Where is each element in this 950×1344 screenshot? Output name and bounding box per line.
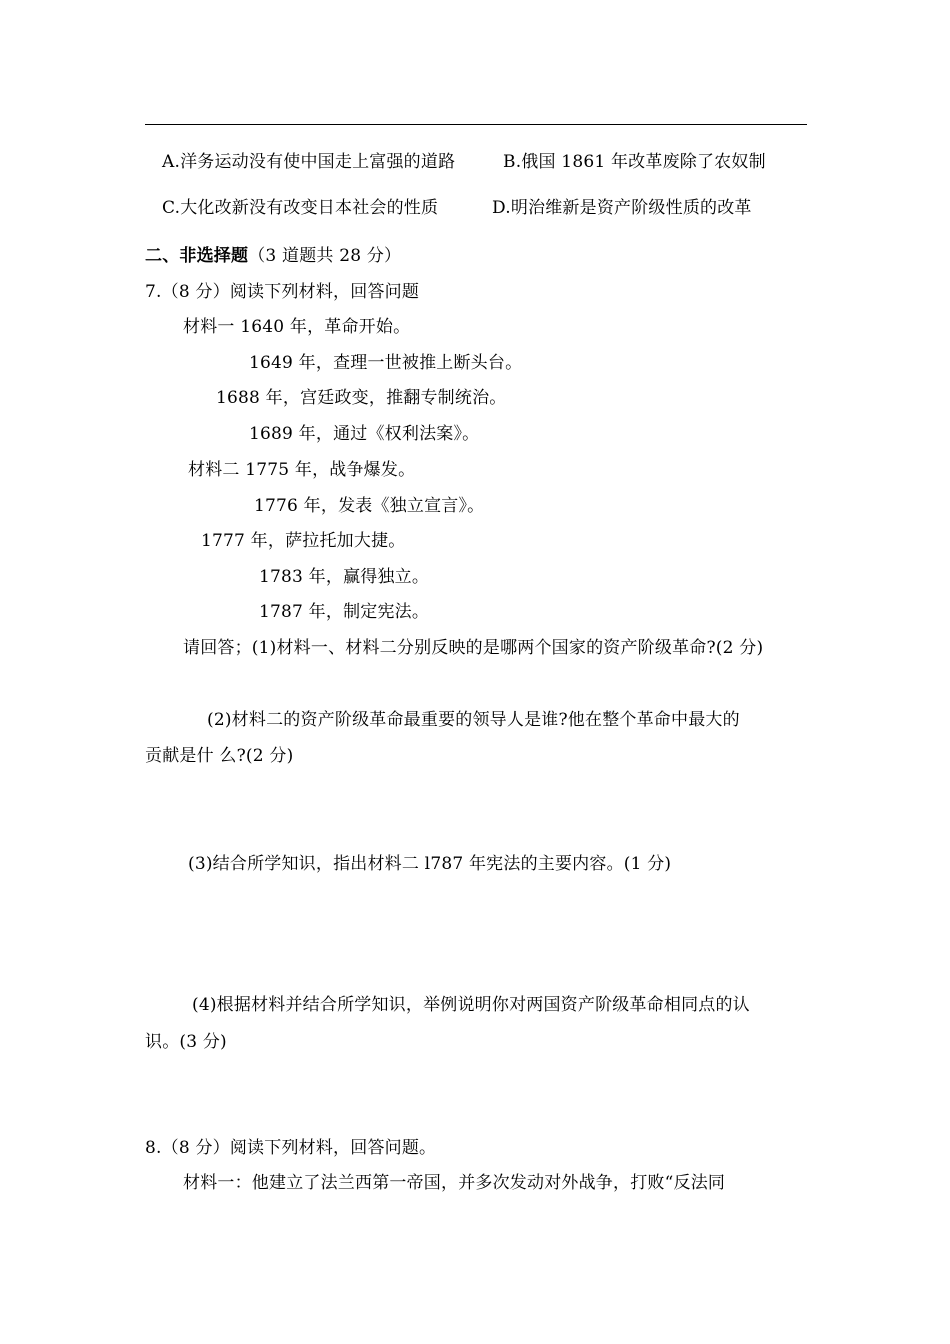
q7-material2-line1: 材料二 1775 年，战争爆发。 [188,460,416,480]
q7-material1-line1: 材料一 1640 年，革命开始。 [183,317,411,337]
q7-material1-line2: 1649 年，查理一世被推上断头台。 [249,353,523,373]
section-note: （3 道题共 28 分） [248,246,402,266]
option-d: D.明治维新是资产阶级性质的改革 [492,198,752,218]
q7-part1: 请回答；(1)材料一、材料二分别反映的是哪两个国家的资产阶级革命?(2 分) [183,638,764,658]
q7-material2-line4: 1783 年，赢得独立。 [259,567,430,587]
q7-material1-line3: 1688 年，宫廷政变，推翻专制统治。 [216,388,507,408]
q8-stem: 8.（8 分）阅读下列材料，回答问题。 [145,1138,437,1158]
option-a: A.洋务运动没有使中国走上富强的道路 [162,152,456,172]
section-heading [145,244,401,268]
q7-part2-line2: 贡献是什 么?(2 分) [145,746,294,766]
q8-material1-line1: 材料一：他建立了法兰西第一帝国，并多次发动对外战争，打败“反法同 [183,1173,726,1193]
q7-material1-line4: 1689 年，通过《权利法案》。 [249,424,480,444]
q7-material2-line2: 1776 年，发表《独立宣言》。 [254,496,485,516]
q7-part4-line2: 识。(3 分) [145,1032,227,1052]
q7-part3: (3)结合所学知识，指出材料二 l787 年宪法的主要内容。(1 分) [188,854,672,874]
q7-material2-line5: 1787 年，制定宪法。 [259,602,430,622]
q7-stem: 7.（8 分）阅读下列材料，回答问题 [145,282,420,302]
header-rule [145,124,807,125]
q7-part4-line1: (4)根据材料并结合所学知识，举例说明你对两国资产阶级革命相同点的认 [192,995,750,1015]
q7-material2-line3: 1777 年，萨拉托加大捷。 [201,531,406,551]
section-title: 二、非选择题 [145,246,249,266]
option-b: B.俄国 1861 年改革废除了农奴制 [503,152,766,172]
option-c: C.大化改新没有改变日本社会的性质 [162,198,439,218]
q7-part2-line1: (2)材料二的资产阶级革命最重要的领导人是谁?他在整个革命中最大的 [207,710,740,730]
